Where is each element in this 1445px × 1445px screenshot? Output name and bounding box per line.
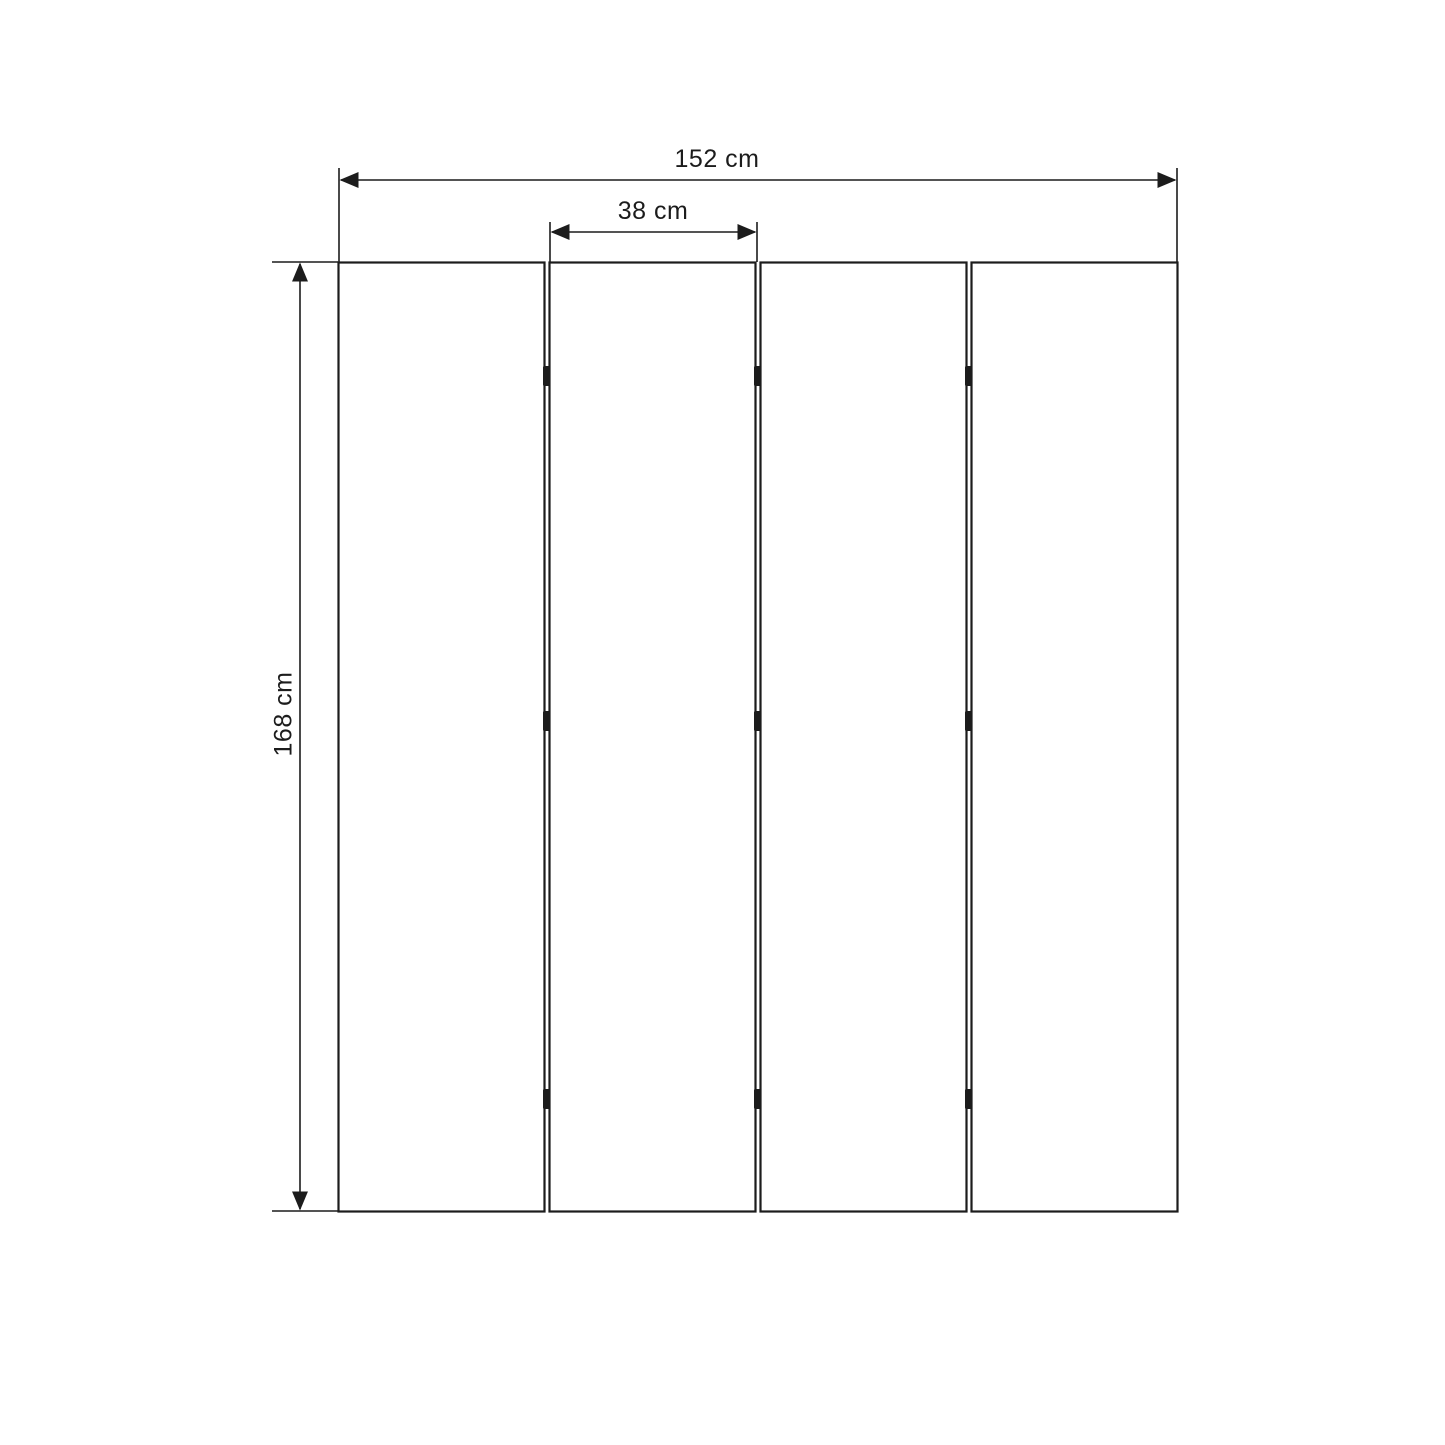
overall-width-label: 152 cm (674, 145, 760, 173)
hinge-icon (754, 366, 761, 386)
panel-group (339, 263, 1178, 1212)
panel-width-label: 38 cm (617, 197, 689, 225)
hinge-icon (965, 366, 972, 386)
hinge-icon (543, 366, 550, 386)
panel-3 (761, 263, 967, 1212)
hinge-icon (543, 1089, 550, 1109)
panel-width-dimension (550, 222, 757, 262)
hinge-icon (754, 1089, 761, 1109)
panel-4 (972, 263, 1178, 1212)
hinge-icon (965, 1089, 972, 1109)
hinge-icon (965, 711, 972, 731)
hinge-icon (543, 711, 550, 731)
panel-1 (339, 263, 545, 1212)
hinge-icon (754, 711, 761, 731)
overall-width-dimension (339, 168, 1177, 262)
panel-2 (550, 263, 756, 1212)
height-label: 168 cm (269, 671, 298, 757)
